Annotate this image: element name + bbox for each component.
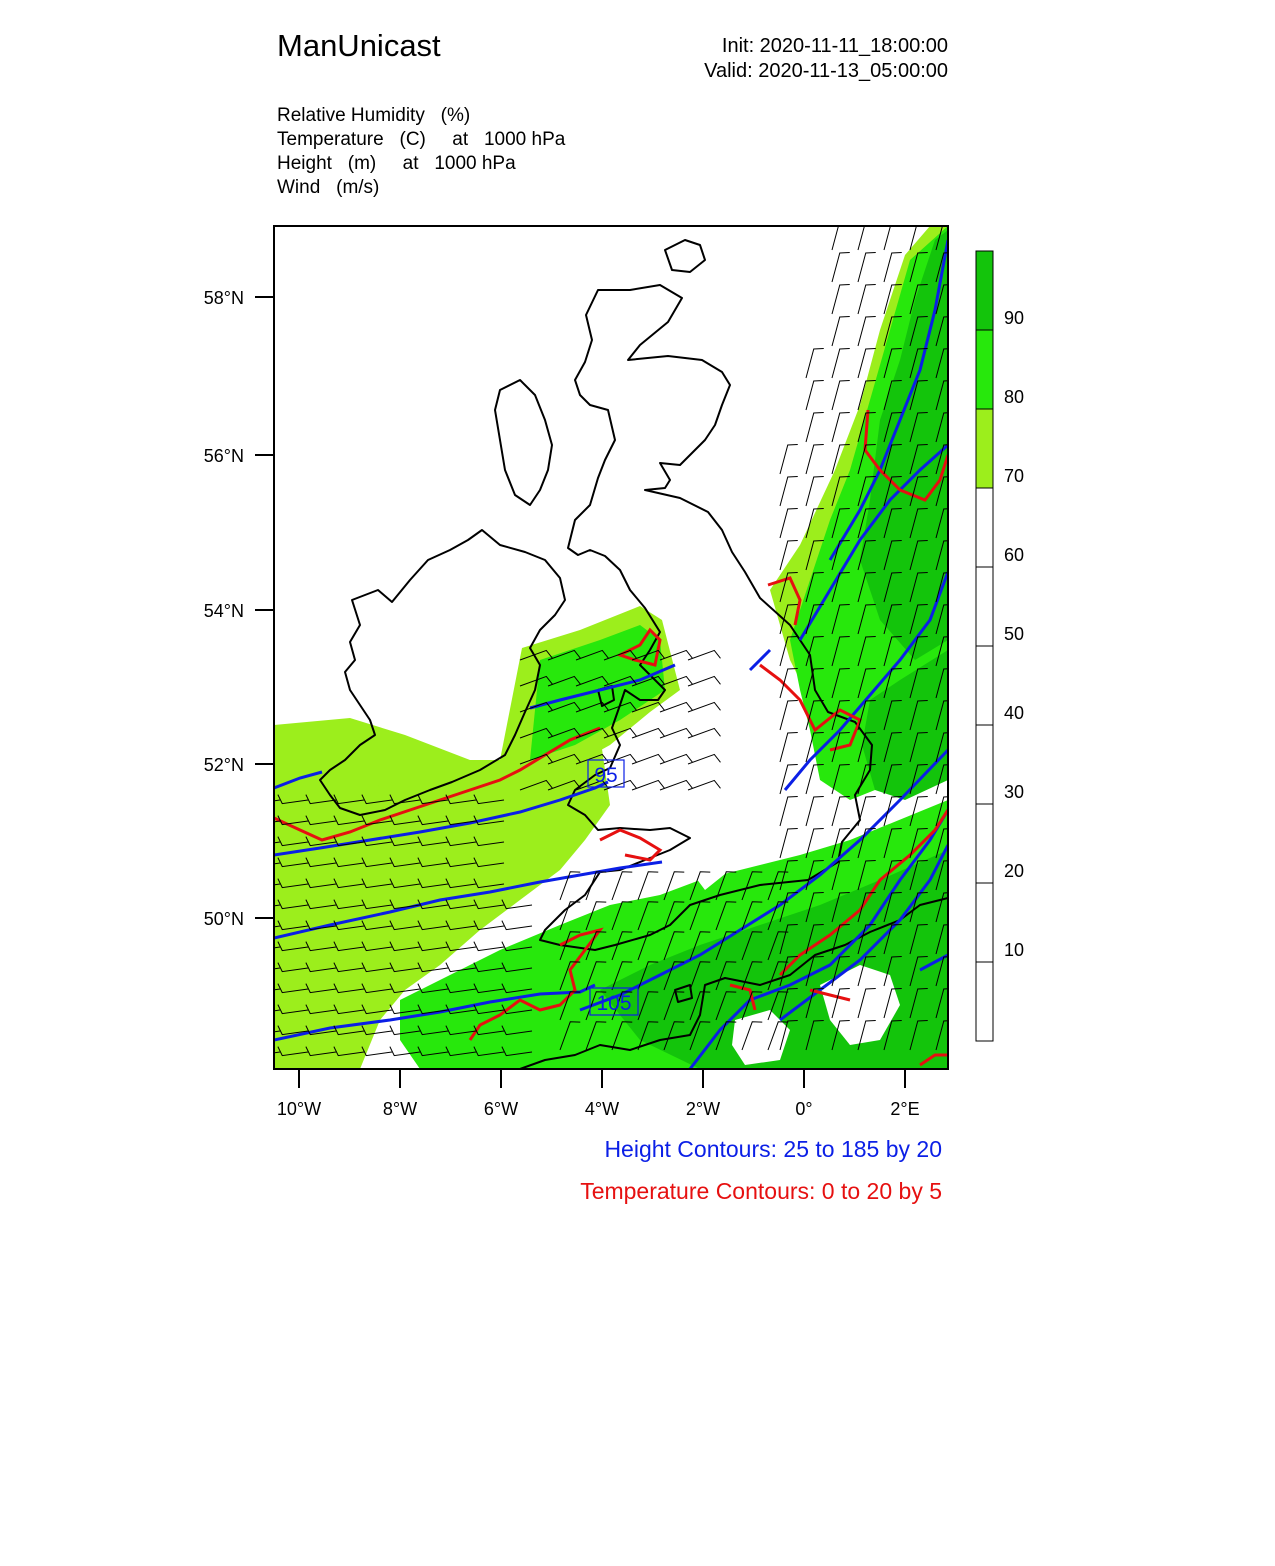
wind-barb bbox=[780, 444, 798, 474]
colorbar-box bbox=[976, 488, 993, 567]
wind-barb bbox=[832, 284, 850, 314]
colorbar-box bbox=[976, 962, 993, 1041]
height-contour-note: Height Contours: 25 to 185 by 20 bbox=[604, 1136, 942, 1162]
colorbar-label: 80 bbox=[1004, 387, 1025, 407]
colorbar-label: 10 bbox=[1004, 940, 1025, 960]
field-wind: Wind (m/s) bbox=[277, 177, 380, 198]
colorbar-label: 40 bbox=[1004, 703, 1025, 723]
latitude-axis bbox=[204, 288, 274, 929]
height-label-95: 95 bbox=[594, 764, 618, 787]
wind-barb bbox=[858, 796, 876, 826]
wind-barb bbox=[638, 872, 658, 900]
lon-tick-6w: 6°W bbox=[483, 1099, 519, 1119]
wind-barb bbox=[660, 702, 692, 712]
wind-barb bbox=[806, 412, 824, 442]
height-contour-7 bbox=[750, 650, 770, 670]
colorbar-label: 60 bbox=[1004, 545, 1025, 565]
wind-barb bbox=[660, 754, 692, 764]
colorbar-box bbox=[976, 567, 993, 646]
lon-tick-8w: 8°W bbox=[382, 1099, 418, 1119]
colorbar-box bbox=[976, 804, 993, 883]
wind-barb bbox=[858, 252, 876, 282]
wind-barb bbox=[502, 921, 532, 930]
wind-barb bbox=[612, 872, 632, 900]
height-label-105: 105 bbox=[596, 992, 632, 1015]
rh-colorbar bbox=[976, 251, 1024, 1041]
colorbar-box bbox=[976, 646, 993, 725]
wind-barb bbox=[832, 220, 850, 250]
colorbar-box bbox=[976, 330, 993, 409]
wind-barb bbox=[780, 508, 798, 538]
lat-tick-54n: 54°N bbox=[203, 601, 244, 621]
wind-barb bbox=[632, 780, 664, 790]
wind-barb bbox=[806, 348, 824, 378]
wind-barb bbox=[660, 780, 692, 790]
wind-barb bbox=[688, 650, 720, 660]
lon-tick-4w: 4°W bbox=[584, 1099, 620, 1119]
wind-barb bbox=[832, 316, 850, 346]
colorbar-label: 50 bbox=[1004, 624, 1025, 644]
wind-barb bbox=[604, 754, 636, 764]
lon-tick-0: 0° bbox=[795, 1099, 813, 1119]
wind-barb bbox=[586, 872, 606, 900]
colorbar-box bbox=[976, 725, 993, 804]
wind-barb bbox=[780, 700, 798, 730]
wind-barb bbox=[780, 476, 798, 506]
wind-barb bbox=[832, 380, 850, 410]
wind-barb bbox=[832, 796, 850, 826]
field-height: Height (m) at 1000 hPa bbox=[277, 153, 516, 174]
orkney-coast bbox=[665, 240, 705, 272]
lat-tick-50n: 50°N bbox=[203, 909, 244, 929]
init-time: Init: 2020-11-11_18:00:00 bbox=[721, 35, 948, 57]
field-relative-humidity: Relative Humidity (%) bbox=[277, 105, 471, 126]
wind-barb bbox=[688, 754, 720, 764]
wind-barb bbox=[660, 728, 692, 738]
wind-barb bbox=[806, 444, 824, 474]
wind-barb bbox=[832, 412, 850, 442]
longitude-axis bbox=[277, 1069, 920, 1119]
colorbar-label: 30 bbox=[1004, 782, 1025, 802]
colorbar-box bbox=[976, 883, 993, 962]
map-plot-area bbox=[250, 220, 954, 1069]
lat-tick-58n: 58°N bbox=[203, 288, 244, 308]
map-title: ManUnicast bbox=[277, 28, 441, 63]
wind-barb bbox=[832, 348, 850, 378]
lon-tick-10w: 10°W bbox=[276, 1099, 322, 1119]
hebrides-coast bbox=[495, 380, 552, 505]
wind-barb bbox=[632, 754, 664, 764]
wind-barb bbox=[688, 676, 720, 686]
colorbar-box bbox=[976, 251, 993, 330]
temperature-contour-note: Temperature Contours: 0 to 20 by 5 bbox=[580, 1178, 942, 1204]
wind-barb bbox=[688, 702, 720, 712]
colorbar-label: 90 bbox=[1004, 308, 1025, 328]
wind-barb bbox=[474, 942, 504, 951]
wind-barb bbox=[832, 252, 850, 282]
wind-barb bbox=[858, 284, 876, 314]
wind-barb bbox=[858, 316, 876, 346]
colorbar-label: 70 bbox=[1004, 466, 1025, 486]
wind-barb bbox=[632, 728, 664, 738]
valid-time: Valid: 2020-11-13_05:00:00 bbox=[704, 60, 948, 82]
rh-shading bbox=[274, 226, 948, 1069]
temperature-contour-4 bbox=[600, 830, 660, 860]
lon-tick-2w: 2°W bbox=[685, 1099, 721, 1119]
wind-barb bbox=[884, 220, 902, 250]
wind-barb bbox=[858, 220, 876, 250]
field-temperature: Temperature (C) at 1000 hPa bbox=[277, 129, 566, 150]
lat-tick-56n: 56°N bbox=[203, 446, 244, 466]
wind-barb bbox=[806, 380, 824, 410]
wind-barb bbox=[688, 728, 720, 738]
colorbar-box bbox=[976, 409, 993, 488]
colorbar-label: 20 bbox=[1004, 861, 1025, 881]
lat-tick-52n: 52°N bbox=[203, 755, 244, 775]
lon-tick-2e: 2°E bbox=[890, 1099, 920, 1119]
